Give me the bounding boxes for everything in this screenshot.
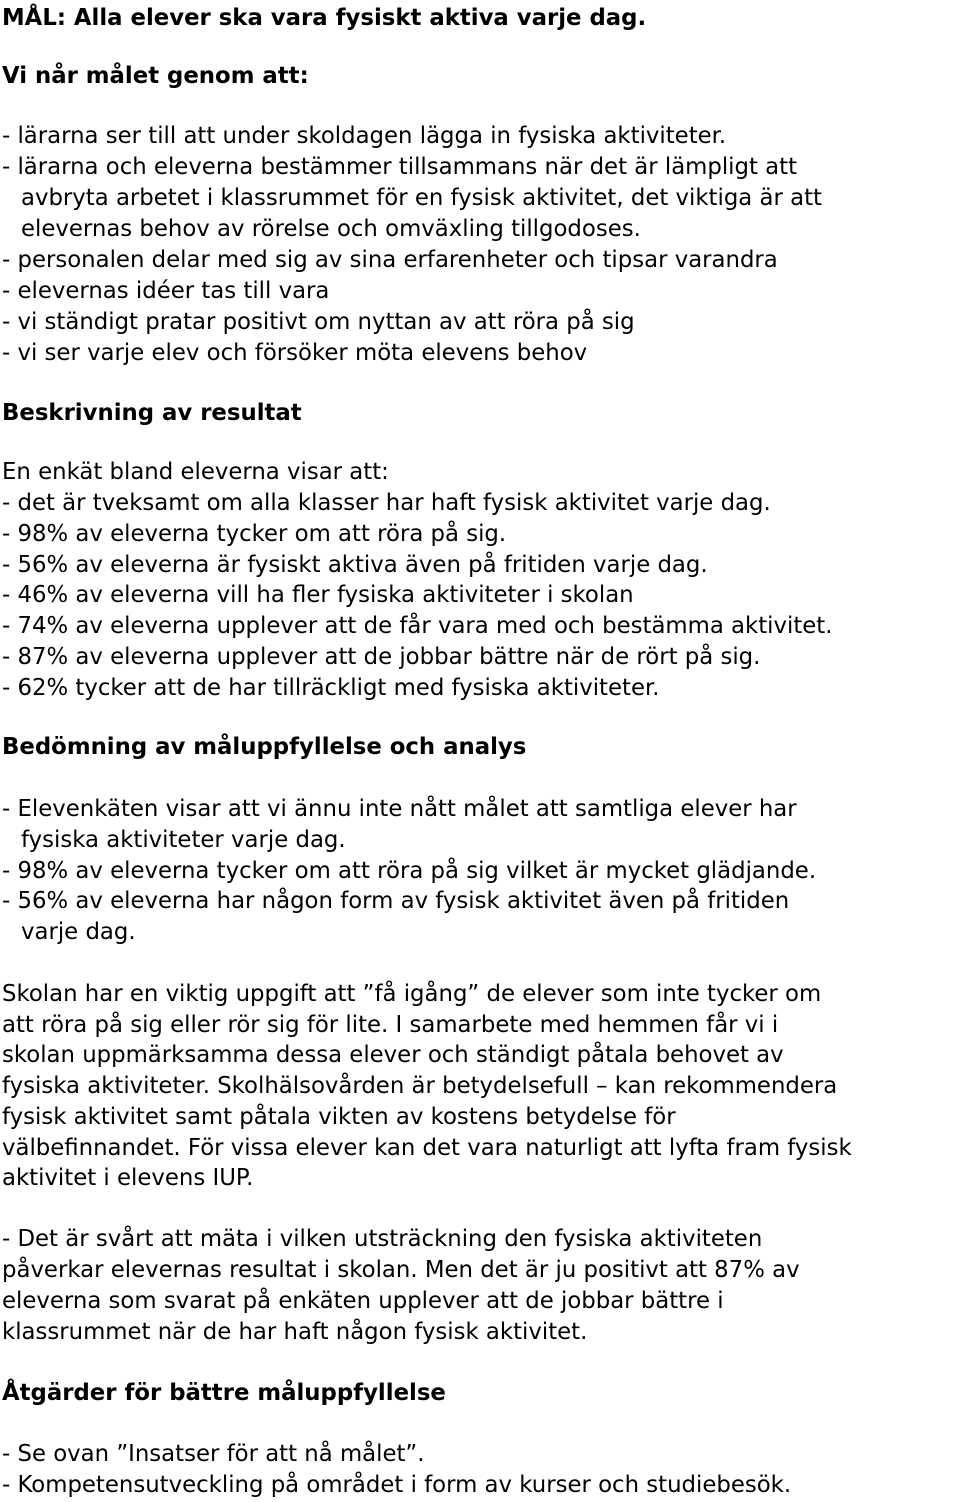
analysis-bullet: - 98% av eleverna tycker om att röra på sig vilket är mycket glädjande. — [2, 858, 817, 884]
analysis-paragraph-line: eleverna som svarat på enkäten upplever att de jobbar bättre i — [2, 1288, 724, 1314]
results-line: - det är tveksamt om alla klasser har haft fysisk aktivitet varje dag. — [2, 490, 771, 516]
results-line: - 87% av eleverna upplever att de jobbar bättre när de rört på sig. — [2, 644, 761, 670]
goal-line: - personalen delar med sig av sina erfarenheter och tipsar varandra — [2, 247, 778, 273]
analysis-paragraph-line: fysisk aktivitet samt påtala vikten av kostens betydelse för — [2, 1104, 676, 1130]
results-line: - 46% av eleverna vill ha fler fysiska aktiviteter i skolan — [2, 582, 634, 608]
goal-line: - lärarna ser till att under skoldagen lägga in fysiska aktiviteter. — [2, 123, 727, 149]
results-line: - 74% av eleverna upplever att de får vara med och bestämma aktivitet. — [2, 613, 833, 639]
goal-line: avbryta arbetet i klassrummet för en fysisk aktivitet, det viktiga är att — [21, 185, 822, 211]
analysis-bullet: fysiska aktiviteter varje dag. — [21, 827, 346, 853]
results-line: - 62% tycker att de har tillräckligt med fysiska aktiviteter. — [2, 675, 660, 701]
analysis-paragraph-line: välbefinnandet. För vissa elever kan det vara naturligt att lyfta fram fysisk — [2, 1135, 852, 1161]
analysis-paragraph-line: att röra på sig eller rör sig för lite. I samarbete med hemmen får vi i — [2, 1012, 779, 1038]
analysis-paragraph-line: Skolan har en viktig uppgift att ”få igång” de elever som inte tycker om — [2, 981, 822, 1007]
analysis-bullet: - 56% av eleverna har någon form av fysisk aktivitet även på fritiden — [2, 888, 790, 914]
analysis-paragraph-line: påverkar elevernas resultat i skolan. Men det är ju positivt att 87% av — [2, 1257, 800, 1283]
goal-heading: MÅL: Alla elever ska vara fysiskt aktiva varje dag. — [2, 5, 647, 31]
goal-line: - vi ser varje elev och försöker möta elevens behov — [2, 340, 588, 366]
actions-heading: Åtgärder för bättre måluppfyllelse — [2, 1380, 446, 1406]
analysis-paragraph-line: fysiska aktiviteter. Skolhälsovården är betydelsefull – kan rekommendera — [2, 1073, 838, 1099]
results-line: - 98% av eleverna tycker om att röra på sig. — [2, 521, 507, 547]
analysis-paragraph-line: klassrummet när de har haft någon fysisk aktivitet. — [2, 1319, 588, 1345]
goal-line: - elevernas idéer tas till vara — [2, 278, 330, 304]
results-heading: Beskrivning av resultat — [2, 400, 302, 426]
actions-line: - Kompetensutveckling på området i form av kurser och studiebesök. — [2, 1472, 792, 1498]
analysis-bullet: - Elevenkäten visar att vi ännu inte nått målet att samtliga elever har — [2, 796, 797, 822]
goal-line: elevernas behov av rörelse och omväxling tillgodoses. — [21, 216, 641, 242]
results-line: En enkät bland eleverna visar att: — [2, 459, 389, 485]
analysis-heading: Bedömning av måluppfyllelse och analys — [2, 734, 527, 760]
goal-line: - vi ständigt pratar positivt om nyttan av att röra på sig — [2, 309, 635, 335]
results-line: - 56% av eleverna är fysiskt aktiva även på fritiden varje dag. — [2, 552, 708, 578]
goal-subheading: Vi når målet genom att: — [2, 63, 309, 89]
goal-line: - lärarna och eleverna bestämmer tillsammans när det är lämpligt att — [2, 154, 798, 180]
analysis-bullet: varje dag. — [21, 919, 136, 945]
analysis-paragraph-line: - Det är svårt att mäta i vilken utsträckning den fysiska aktiviteten — [2, 1226, 763, 1252]
analysis-paragraph-line: aktivitet i elevens IUP. — [2, 1165, 254, 1191]
actions-line: - Se ovan ”Insatser för att nå målet”. — [2, 1441, 425, 1467]
analysis-paragraph-line: skolan uppmärksamma dessa elever och ständigt påtala behovet av — [2, 1042, 784, 1068]
